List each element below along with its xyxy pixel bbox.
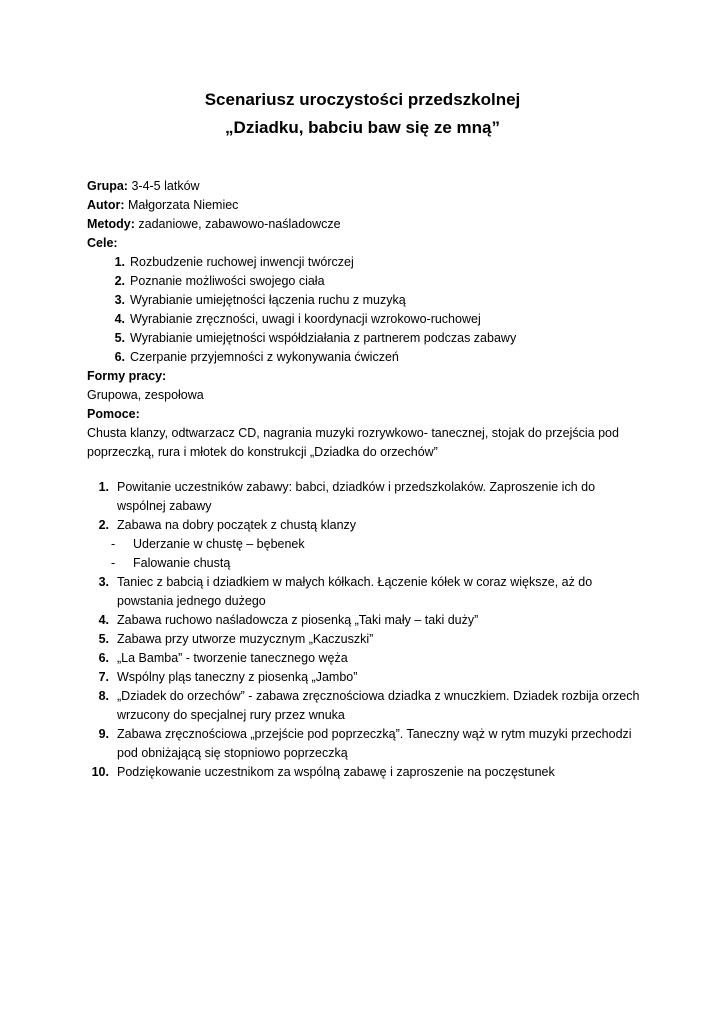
step-text: Zabawa przy utworze muzycznym „Kaczuszki” [117, 632, 374, 646]
list-item [87, 687, 647, 725]
step-text: Taniec z babcią i dziadkiem w małych kółkach. Łączenie kółek w coraz większe, aż do powstania jednego dużego [117, 575, 593, 608]
dash-bullet: - [111, 537, 116, 551]
step-number: 5. [98, 632, 109, 646]
document-subtitle: „Dziadku, babciu baw się ze mną” [225, 118, 500, 137]
list-item [87, 630, 647, 649]
goal-text: Wyrabianie zręczności, uwagi i koordynacji wzrokowo-ruchowej [130, 312, 481, 326]
step-text: Zabawa zręcznościowa „przejście pod poprzeczką”. Taneczny wąż w rytm muzyki przechodzi pod obniżającą się stopniowo poprzeczką [117, 727, 632, 760]
step-number: 3. [98, 575, 109, 589]
sub-list-item [87, 535, 647, 554]
step-number: 4. [98, 613, 109, 627]
autor-label: Autor: [87, 198, 125, 212]
grupa-label: Grupa: [87, 179, 128, 193]
step-number: 7. [98, 670, 109, 684]
meta-section [87, 177, 647, 462]
grupa-value: 3-4-5 latków [127, 179, 200, 193]
step-text: „Dziadek do orzechów” - zabawa zręcznościowa dziadka z wnuczkiem. Dziadek rozbija orzech wrzucony do specjalnej rury przez wnuka [117, 689, 640, 722]
list-item [87, 478, 647, 516]
step-number: 1. [98, 480, 109, 494]
list-item [87, 310, 647, 329]
goal-number: 6. [114, 350, 125, 364]
step-number: 2. [98, 518, 109, 532]
formy-value: Grupowa, zespołowa [87, 388, 204, 402]
document-title: Scenariusz uroczystości przedszkolnej [204, 90, 521, 109]
cele-heading [87, 234, 647, 253]
formy-heading [87, 367, 647, 386]
goal-text: Wyrabianie umiejętności łączenia ruchu z muzyką [130, 293, 406, 307]
list-item [87, 611, 647, 630]
goal-number: 3. [114, 293, 125, 307]
pomoce-heading [87, 405, 647, 424]
grupa-row [87, 177, 647, 196]
goal-number: 5. [114, 331, 125, 345]
step-number: 9. [98, 727, 109, 741]
list-item [87, 253, 647, 272]
list-item [87, 668, 647, 687]
goal-number: 2. [114, 274, 125, 288]
step-text: Zabawa ruchowo naśladowcza z piosenką „Taki mały – taki duży” [117, 613, 479, 627]
goal-number: 1. [114, 255, 125, 269]
metody-label: Metody: [87, 217, 135, 231]
steps-list [87, 478, 647, 782]
metody-value: zadaniowe, zabawowo-naśladowcze [134, 217, 341, 231]
list-item [87, 516, 647, 535]
dash-bullet: - [111, 556, 116, 570]
step-text: Zabawa na dobry początek z chustą klanzy [117, 518, 357, 532]
step-text: Podziękowanie uczestnikom za wspólną zabawę i zaproszenie na poczęstunek [117, 765, 555, 779]
step-text: Wspólny pląs taneczny z piosenką „Jambo” [117, 670, 358, 684]
sub-list-item [87, 554, 647, 573]
autor-value: Małgorzata Niemiec [124, 198, 239, 212]
list-item [87, 291, 647, 310]
list-item [87, 272, 647, 291]
autor-row [87, 196, 647, 215]
cele-label: Cele: [87, 236, 118, 250]
goal-number: 4. [114, 312, 125, 326]
list-item [87, 649, 647, 668]
formy-label: Formy pracy: [87, 369, 167, 383]
step-number: 10. [91, 765, 109, 779]
pomoce-value: Chusta klanzy, odtwarzacz CD, nagrania muzyki rozrywkowo- tanecznej, stojak do przejścia pod poprzeczką, rura i młotek do konstrukcji „Dziadka do orzechów” [87, 426, 619, 459]
list-item [87, 573, 647, 611]
goal-text: Wyrabianie umiejętności współdziałania z partnerem podczas zabawy [130, 331, 517, 345]
goal-text: Czerpanie przyjemności z wykonywania ćwiczeń [130, 350, 399, 364]
metody-row [87, 215, 647, 234]
pomoce-label: Pomoce: [87, 407, 140, 421]
list-item [87, 725, 647, 763]
sub-item-text: Uderzanie w chustę – bębenek [133, 537, 305, 551]
step-text: „La Bamba” - tworzenie tanecznego węża [117, 651, 348, 665]
goals-list [87, 253, 647, 367]
list-item [87, 348, 647, 367]
goal-text: Rozbudzenie ruchowej inwencji twórczej [130, 255, 354, 269]
step-number: 6. [98, 651, 109, 665]
sub-item-text: Falowanie chustą [133, 556, 231, 570]
goal-text: Poznanie możliwości swojego ciała [130, 274, 325, 288]
step-text: Powitanie uczestników zabawy: babci, dziadków i przedszkolaków. Zaproszenie ich do wspólnej zabawy [117, 480, 596, 513]
list-item [87, 763, 647, 782]
step-number: 8. [98, 689, 109, 703]
list-item [87, 329, 647, 348]
